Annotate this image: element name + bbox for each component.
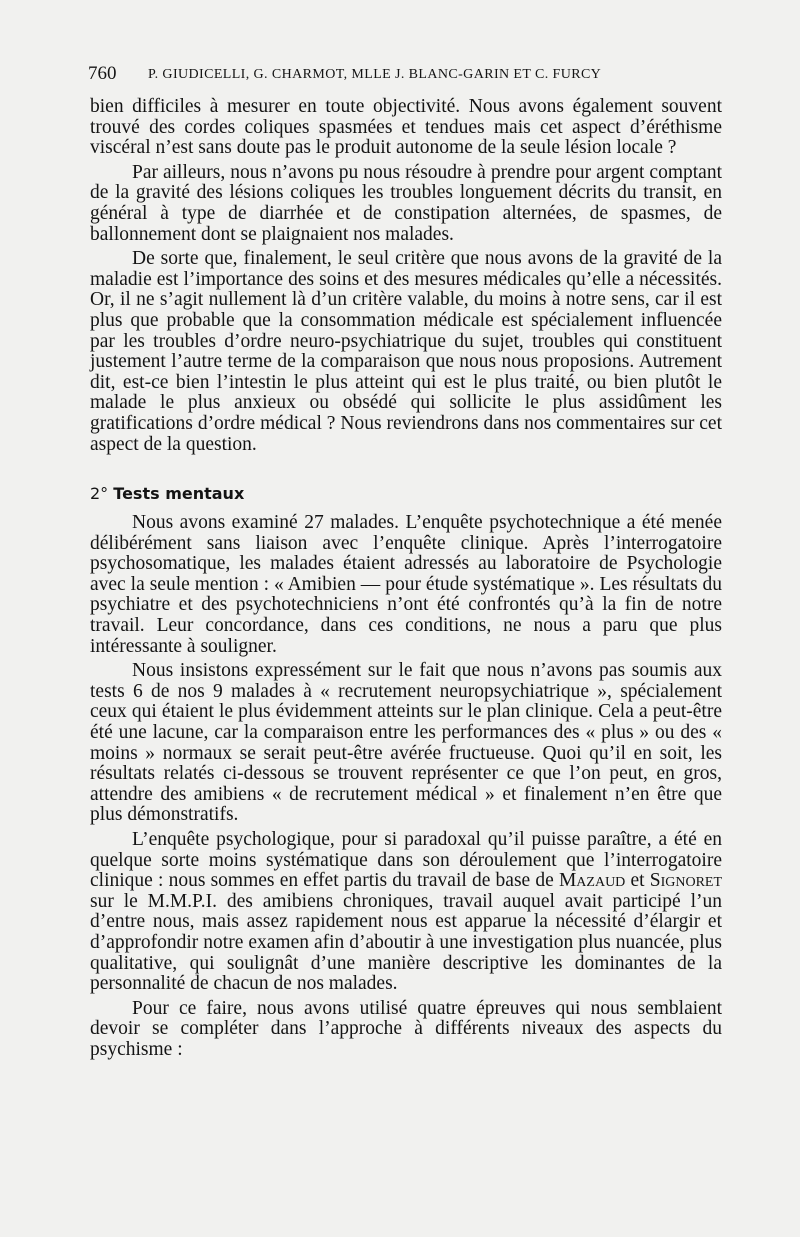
paragraph: Par ailleurs, nous n’avons pu nous résoudre à prendre pour argent comptant de la gravité des lésions coliques les troubles longuement décrits du transit, en général à type de diarrhée et de constipation alternées, de spasmes, de ballonnement dont se plaignaient nos malades.	[90, 161, 722, 245]
running-header	[88, 62, 728, 86]
section-title: Tests mentaux	[113, 484, 245, 504]
author-name-signoret: Signoret	[649, 870, 723, 892]
paragraph	[90, 830, 722, 995]
text-run: L’enquête psychologique, pour si paradoxal qu’il puisse paraître, a été en quelque sorte moins systématique dans son déroulement que l’interrogatoire clinique : nous sommes en effet partis du travail de base de	[90, 829, 722, 892]
paragraph: Nous insistons expressément sur le fait que nous n’avons pas soumis aux tests 6 de nos 9 malades à « recrutement neuropsychiatrique », spécialement ceux qui étaient le plus évidemment atteints sur le plan clinique. Cela a peut-être été une lacune, car la comparaison entre les performances des « plus » ou des « moins » normaux se serait peut-être avérée fructueuse. Quoi qu’il en soit, les résultats relatés ci-dessous se trouvent représenter ce que l’on peut, en gros, attendre des amibiens « de recrutement médical » et finalement n’en être que plus démonstratifs.	[90, 660, 722, 826]
header-authors: P. GIUDICELLI, G. CHARMOT, MLLE J. BLANC-GARIN ET C. FURCY	[148, 67, 602, 82]
paragraph: De sorte que, finalement, le seul critère que nous avons de la gravité de la maladie est l’importance des soins et des mesures médicales qu’elle a nécessités. Or, il ne s’agit nullement là d’un critère valable, du moins à notre sens, car il est plus que probable que la consommation médicale est spécialement influencée par les troubles d’ordre neuro-psychiatrique du sujet, troubles qui constituent justement l’autre terme de la comparaison que nous nous proposions. Autrement dit, est-ce bien l’intestin le plus atteint qui est le plus traité, ou bien plutôt le malade le plus anxieux ou obsédé qui sollicite le plus assidûment les gratifications d’ordre médical ? Nous reviendrons dans nos commentaires sur cet aspect de la question.	[90, 248, 722, 455]
author-name-mazaud: Mazaud	[558, 870, 626, 892]
text-run: et	[625, 870, 650, 892]
section-number: 2°	[90, 484, 109, 504]
paragraph: Nous avons examiné 27 malades. L’enquête psychotechnique a été menée délibérément sans liaison avec l’enquête clinique. Après l’interrogatoire psychosomatique, les malades étaient adressés au laboratoire de Psychologie avec la seule mention : « Amibien — pour étude systématique ». Les résultats du psychiatre et des psychotechniciens n’ont été confrontés qu’à la fin de notre travail. Leur concordance, dans ces conditions, ne nous a paru que plus intéressante à souligner.	[90, 512, 722, 657]
body-text	[90, 97, 722, 1065]
paragraph: Pour ce faire, nous avons utilisé quatre épreuves qui nous semblaient devoir se compléter dans l’approche à différents niveaux des aspects du psychisme :	[90, 997, 722, 1060]
page-number: 760	[88, 63, 117, 84]
paragraph-continued: bien difficiles à mesurer en toute objectivité. Nous avons également souvent trouvé des cordes coliques spasmées et tendues mais cet aspect d’éréthisme viscéral n’est sans doute pas le produit autonome de la seule lésion locale ?	[90, 96, 722, 159]
text-run: sur le M.M.P.I. des amibiens chroniques, travail auquel avait participé l’un d’entre nous, mais assez rapidement nous est apparue la nécessité d’élargir et d’approfondir notre examen afin d’aboutir à une investigation plus nuancée, plus qualitative, qui soulignât d’une manière descriptive les dominantes de la personnalité de chacun de nos malades.	[90, 890, 722, 995]
section-heading	[90, 483, 722, 505]
